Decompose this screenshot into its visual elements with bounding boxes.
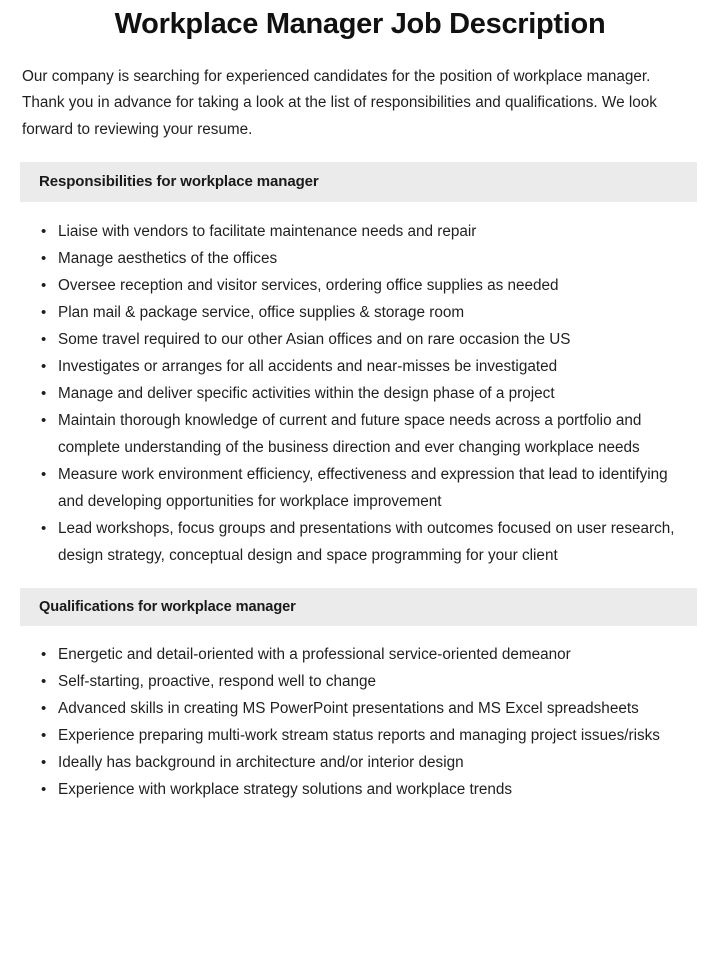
page-title: Workplace Manager Job Description — [114, 8, 606, 40]
list-item: • Liaise with vendors to facilitate maintenance needs and repair — [0, 218, 720, 245]
list-item: • Some travel required to our other Asian offices and on rare occasion the US — [0, 326, 720, 353]
intro-paragraph: Our company is searching for experienced candidates for the position of workplace manager. Thank you in advance for taking a look at the list of responsibilities and qualifications. We look forward to reviewing your resume. — [22, 67, 657, 138]
qualifications-list — [0, 641, 720, 803]
list-item: • Investigates or arranges for all accidents and near-misses be investigated — [0, 353, 720, 380]
list-item: • Plan mail & package service, office supplies & storage room — [0, 299, 720, 326]
section-heading-label: Qualifications for workplace manager — [39, 599, 296, 616]
list-item: • Manage and deliver specific activities within the design phase of a project — [0, 380, 720, 407]
section-heading-label: Responsibilities for workplace manager — [39, 173, 319, 191]
list-item: • Experience with workplace strategy solutions and workplace trends — [0, 776, 720, 803]
section-responsibilities — [0, 162, 720, 569]
list-item: • Maintain thorough knowledge of current and future space needs across a portfolio and complete understanding of the business direction and ever changing workplace needs — [0, 407, 720, 461]
job-description-document — [0, 6, 720, 803]
list-item: • Manage aesthetics of the offices — [0, 245, 720, 272]
list-item: • Oversee reception and visitor services, ordering office supplies as needed — [0, 272, 720, 299]
list-item: • Ideally has background in architecture and/or interior design — [0, 749, 720, 776]
section-qualifications — [0, 588, 720, 803]
list-item: • Lead workshops, focus groups and presentations with outcomes focused on user research, design strategy, conceptual design and space programming for your client — [0, 515, 720, 569]
list-item: • Energetic and detail-oriented with a professional service-oriented demeanor — [0, 641, 720, 668]
list-item: • Experience preparing multi-work stream status reports and managing project issues/risks — [0, 722, 720, 749]
list-item: • Advanced skills in creating MS PowerPoint presentations and MS Excel spreadsheets — [0, 695, 720, 722]
list-item: • Measure work environment efficiency, effectiveness and expression that lead to identifying and developing opportunities for workplace improvement — [0, 461, 720, 515]
section-header-qualifications — [20, 588, 697, 626]
section-header-responsibilities — [20, 162, 697, 202]
list-item: • Self-starting, proactive, respond well to change — [0, 668, 720, 695]
responsibilities-list — [0, 218, 720, 569]
